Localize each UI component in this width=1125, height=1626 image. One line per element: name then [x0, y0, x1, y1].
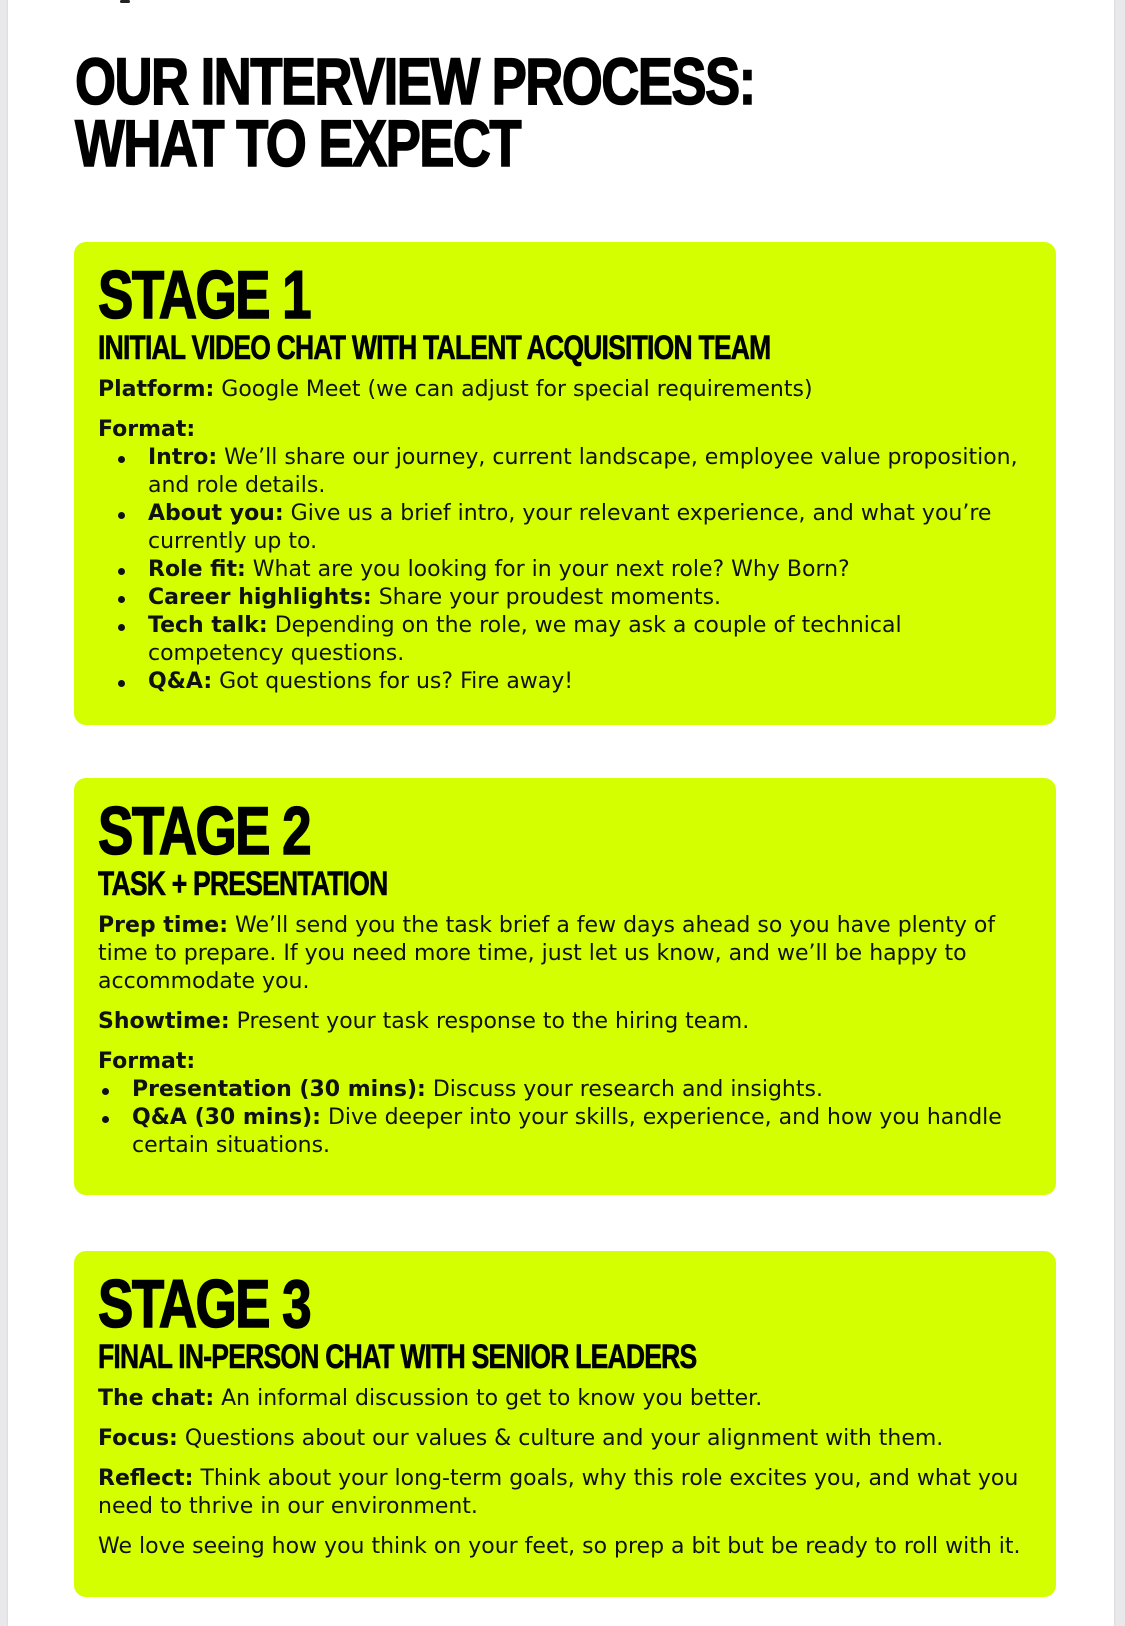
bullet-label: About you:	[148, 501, 284, 526]
stage-3-reflect	[98, 1465, 1032, 1521]
stage-3-the-chat	[98, 1385, 1032, 1413]
page-title-line-1: OUR INTERVIEW PROCESS:	[75, 44, 755, 118]
stage-2-showtime	[98, 1008, 1032, 1036]
stage-2-format-list	[98, 1076, 1032, 1160]
list-item	[98, 612, 1032, 668]
stage-2-format-label: Format:	[98, 1049, 196, 1074]
paragraph-label: Reflect:	[98, 1466, 194, 1491]
list-item	[98, 668, 1032, 696]
document-page	[8, 0, 1114, 1626]
paragraph-text: We’ll send you the task brief a few days ahead so you have plenty of time to prepare. If you need more time, just let us know, and we’ll be happy to accommodate you.	[98, 913, 996, 994]
stage-1-format-label: Format:	[98, 417, 196, 442]
page-title-line-2: WHAT TO EXPECT	[75, 106, 520, 180]
list-item	[98, 1076, 1032, 1104]
paragraph-text: Questions about our values & culture and your alignment with them.	[177, 1426, 944, 1451]
bullet-text: Discuss your research and insights.	[425, 1077, 823, 1102]
bullet-text: Give us a brief intro, your relevant experience, and what you’re currently up to.	[148, 501, 992, 554]
stage-3-closing: We love seeing how you think on your feet, so prep a bit but be ready to roll with it.	[98, 1534, 1021, 1559]
list-item	[98, 500, 1032, 556]
stage-3-title: STAGE 3	[98, 1266, 311, 1342]
stage-2-card	[74, 778, 1056, 1195]
paragraph-label: Focus:	[98, 1426, 178, 1451]
stage-2-prep-time	[98, 912, 1032, 996]
stage-1-title: STAGE 1	[98, 257, 311, 333]
paragraph-label: The chat:	[98, 1386, 215, 1411]
stage-2-title: STAGE 2	[98, 793, 311, 869]
stage-1-platform	[98, 376, 1032, 404]
stage-3-card	[74, 1251, 1056, 1597]
page-top-mark	[120, 0, 130, 3]
paragraph-text: Present your task response to the hiring team.	[229, 1009, 750, 1034]
bullet-text: What are you looking for in your next role? Why Born?	[245, 557, 850, 582]
platform-label: Platform:	[98, 377, 215, 402]
bullet-label: Intro:	[148, 445, 218, 470]
bullet-label: Q&A:	[148, 669, 213, 694]
page-title	[75, 44, 755, 180]
list-item	[98, 556, 1032, 584]
paragraph-text: Think about your long-term goals, why this role excites you, and what you need to thrive in our environment.	[98, 1466, 1019, 1519]
stage-3-subtitle: FINAL IN-PERSON CHAT WITH SENIOR LEADERS	[98, 1338, 697, 1376]
bullet-text: Got questions for us? Fire away!	[212, 669, 574, 694]
stage-1-card	[74, 242, 1056, 725]
bullet-label: Career highlights:	[148, 585, 372, 610]
stage-2-subtitle: TASK + PRESENTATION	[98, 865, 388, 903]
bullet-text: We’ll share our journey, current landscape, employee value proposition, and role details.	[148, 445, 1018, 498]
platform-text: Google Meet (we can adjust for special requirements)	[214, 377, 813, 402]
paragraph-text: An informal discussion to get to know you better.	[214, 1386, 763, 1411]
bullet-text: Share your proudest moments.	[371, 585, 722, 610]
bullet-label: Tech talk:	[148, 613, 268, 638]
bullet-label: Q&A (30 mins):	[132, 1105, 321, 1130]
stage-3-focus	[98, 1425, 1032, 1453]
list-item	[98, 584, 1032, 612]
stage-1-format-list	[98, 444, 1032, 696]
list-item	[98, 1104, 1032, 1160]
list-item	[98, 444, 1032, 500]
paragraph-label: Prep time:	[98, 913, 229, 938]
stage-1-subtitle: INITIAL VIDEO CHAT WITH TALENT ACQUISITION TEAM	[98, 329, 771, 367]
bullet-text: Depending on the role, we may ask a couple of technical competency questions.	[148, 613, 902, 666]
bullet-label: Presentation (30 mins):	[132, 1077, 426, 1102]
paragraph-label: Showtime:	[98, 1009, 230, 1034]
bullet-label: Role fit:	[148, 557, 246, 582]
bullet-text: Dive deeper into your skills, experience, and how you handle certain situations.	[132, 1105, 1002, 1158]
